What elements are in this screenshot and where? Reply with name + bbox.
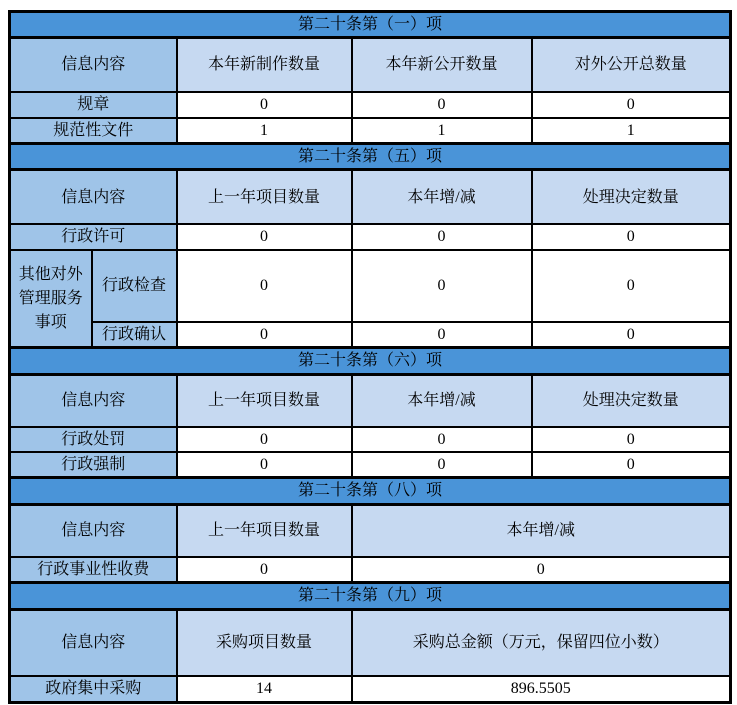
column-header-yearly-change: 本年增/减 [352,374,532,427]
column-header-last-year-count: 上一年项目数量 [177,504,352,557]
row-label-administrative-license: 行政许可 [10,224,177,250]
row-label-administrative-penalty: 行政处罚 [10,427,177,452]
column-header-total-public: 对外公开总数量 [532,38,731,92]
table-row [10,250,731,322]
cell-value: 0 [177,557,352,583]
column-header-info-content: 信息内容 [10,170,177,224]
cell-value: 0 [177,322,352,348]
cell-value: 0 [177,452,352,478]
section-title-article20-item5: 第二十条第（五）项 [10,144,731,170]
row-label-government-centralized-procurement: 政府集中采购 [10,676,177,702]
column-header-info-content: 信息内容 [10,38,177,92]
cell-value: 896.5505 [352,676,731,702]
cell-value: 1 [352,118,532,144]
row-label-administrative-fees: 行政事业性收费 [10,557,177,583]
cell-value: 14 [177,676,352,702]
table-row [10,557,731,583]
row-label-administrative-coercion: 行政强制 [10,452,177,478]
cell-value: 0 [177,250,352,322]
column-header-decisions-count: 处理决定数量 [532,170,731,224]
cell-value: 0 [177,427,352,452]
row-label-administrative-inspection: 行政检查 [92,250,177,322]
row-group-label-other-external-services: 其他对外管理服务事项 [10,250,92,348]
column-header-yearly-change: 本年增/减 [352,504,731,557]
cell-value: 0 [532,322,731,348]
column-header-info-content: 信息内容 [10,609,177,676]
cell-value: 1 [177,118,352,144]
column-header-yearly-change: 本年增/减 [352,170,532,224]
table-row [10,92,731,118]
table-row [10,427,731,452]
column-header-last-year-count: 上一年项目数量 [177,170,352,224]
row-label-normative-documents: 规范性文件 [10,118,177,144]
row-label-regulations: 规章 [10,92,177,118]
cell-value: 0 [352,557,731,583]
table-row [10,322,731,348]
table-row [10,452,731,478]
cell-value: 0 [352,452,532,478]
column-header-procurement-total-amount: 采购总金额（万元，保留四位小数） [352,609,731,676]
section-title-article20-item1: 第二十条第（一）项 [10,12,731,38]
cell-value: 0 [177,224,352,250]
cell-value: 0 [352,427,532,452]
cell-value: 0 [532,452,731,478]
cell-value: 0 [177,92,352,118]
cell-value: 0 [532,427,731,452]
cell-value: 0 [352,322,532,348]
cell-value: 0 [532,92,731,118]
column-header-last-year-count: 上一年项目数量 [177,374,352,427]
table-row [10,676,731,702]
cell-value: 0 [532,250,731,322]
section-title-article20-item8: 第二十条第（八）项 [10,478,731,504]
disclosure-table [8,10,732,704]
section-title-article20-item9: 第二十条第（九）项 [10,583,731,609]
row-label-administrative-confirmation: 行政确认 [92,322,177,348]
column-header-decisions-count: 处理决定数量 [532,374,731,427]
column-header-info-content: 信息内容 [10,504,177,557]
cell-value: 0 [352,92,532,118]
cell-value: 1 [532,118,731,144]
column-header-new-produced: 本年新制作数量 [177,38,352,92]
table-row [10,118,731,144]
table-row [10,224,731,250]
cell-value: 0 [352,250,532,322]
cell-value: 0 [352,224,532,250]
section-title-article20-item6: 第二十条第（六）项 [10,348,731,374]
column-header-info-content: 信息内容 [10,374,177,427]
column-header-procurement-count: 采购项目数量 [177,609,352,676]
cell-value: 0 [532,224,731,250]
column-header-new-published: 本年新公开数量 [352,38,532,92]
